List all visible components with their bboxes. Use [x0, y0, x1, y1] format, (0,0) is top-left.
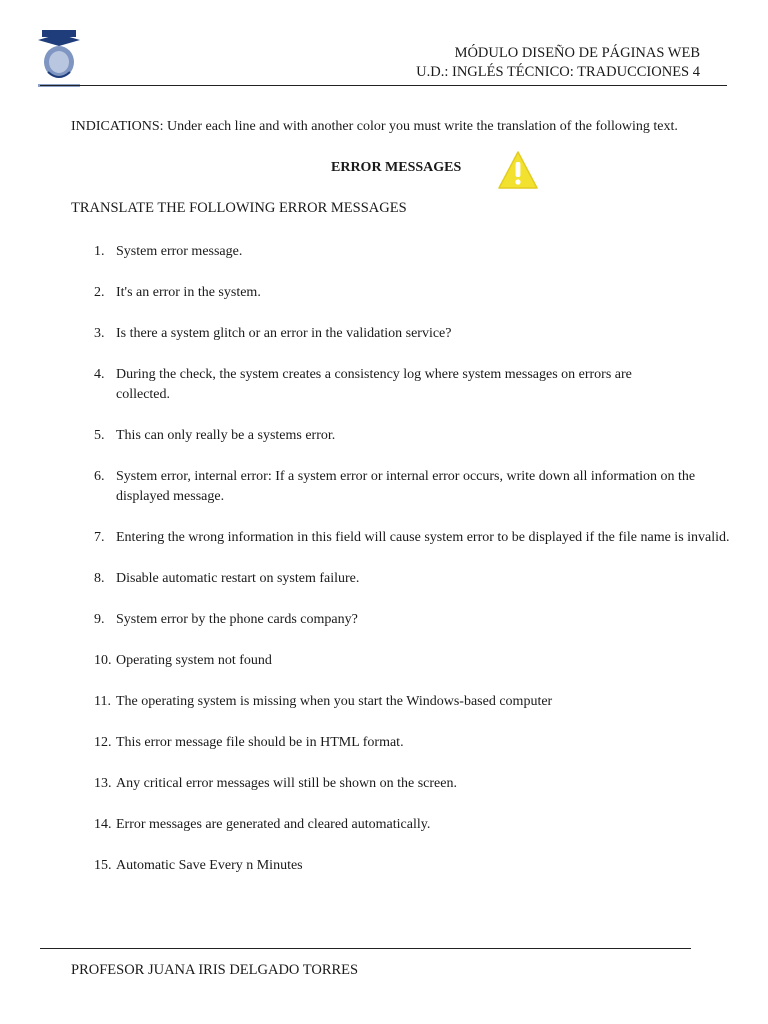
- item-text: It's an error in the system.: [116, 285, 261, 300]
- item-number: 14.: [94, 817, 112, 832]
- error-message-list: [94, 242, 734, 897]
- item-text: Operating system not found: [116, 653, 272, 668]
- list-item: [94, 324, 734, 344]
- list-item: [94, 242, 734, 262]
- item-number: 10.: [94, 653, 112, 668]
- list-item: [94, 651, 734, 671]
- item-number: 8.: [94, 571, 105, 586]
- page-title: ERROR MESSAGES: [331, 160, 462, 175]
- list-item: [94, 774, 734, 794]
- item-text: System error by the phone cards company?: [116, 612, 358, 627]
- list-item: [94, 365, 656, 405]
- item-text: This can only really be a systems error.: [116, 428, 336, 443]
- item-number: 4.: [94, 367, 105, 382]
- item-text: Automatic Save Every n Minutes: [116, 858, 303, 873]
- footer-teacher-name: PROFESOR JUANA IRIS DELGADO TORRES: [71, 962, 359, 978]
- list-item: [94, 856, 734, 876]
- list-item: [94, 528, 734, 548]
- item-text: System error, internal error: If a system error or internal error occurs, write down all information on the displayed message.: [116, 469, 696, 504]
- item-number: 7.: [94, 530, 105, 545]
- school-logo: [34, 28, 84, 90]
- indications-text: INDICATIONS: Under each line and with another color you must write the translation of the following text.: [71, 119, 678, 134]
- header-module-line: MÓDULO DISEÑO DE PÁGINAS WEB: [454, 45, 700, 61]
- list-item: [94, 692, 734, 712]
- item-text: System error message.: [116, 244, 243, 259]
- item-text: Entering the wrong information in this field will cause system error to be displayed if the file name is invalid.: [116, 530, 730, 545]
- item-text: The operating system is missing when you start the Windows-based computer: [116, 694, 553, 709]
- item-number: 11.: [94, 694, 111, 709]
- item-number: 3.: [94, 326, 105, 341]
- list-item: [94, 467, 734, 507]
- list-item: [94, 733, 734, 753]
- item-text: Disable automatic restart on system failure.: [116, 571, 360, 586]
- item-text: Is there a system glitch or an error in the validation service?: [116, 326, 452, 341]
- item-text: This error message file should be in HTML format.: [116, 735, 404, 750]
- list-item: [94, 569, 734, 589]
- instruction-heading: TRANSLATE THE FOLLOWING ERROR MESSAGES: [71, 200, 407, 216]
- item-text: During the check, the system creates a consistency log where system messages on errors are collected.: [116, 367, 632, 402]
- footer-divider: [40, 948, 691, 949]
- list-item: [94, 815, 734, 835]
- item-text: Any critical error messages will still be shown on the screen.: [116, 776, 457, 791]
- header-divider: [40, 85, 727, 86]
- list-item: [94, 426, 734, 446]
- item-number: 9.: [94, 612, 105, 627]
- list-item: [94, 610, 734, 630]
- item-number: 5.: [94, 428, 105, 443]
- item-number: 6.: [94, 469, 105, 484]
- document-header: [416, 44, 700, 82]
- item-number: 2.: [94, 285, 105, 300]
- item-number: 1.: [94, 244, 105, 259]
- item-number: 15.: [94, 858, 112, 873]
- list-item: [94, 283, 734, 303]
- item-number: 13.: [94, 776, 112, 791]
- header-unit-line: U.D.: INGLÉS TÉCNICO: TRADUCCIONES 4: [416, 64, 700, 80]
- item-number: 12.: [94, 735, 112, 750]
- item-text: Error messages are generated and cleared automatically.: [116, 817, 431, 832]
- warning-icon: [497, 150, 539, 190]
